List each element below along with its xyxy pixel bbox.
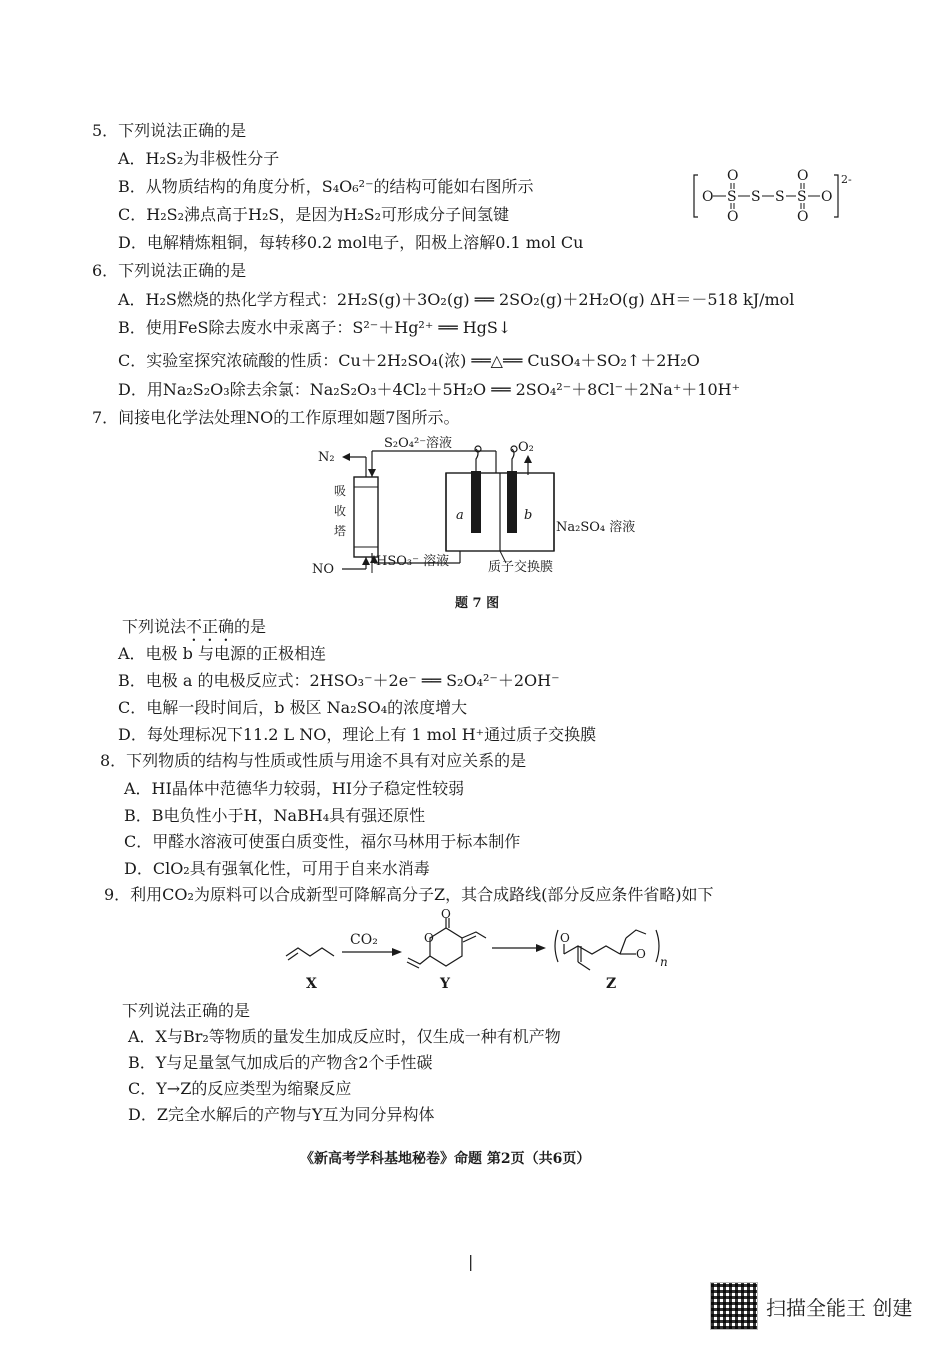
q8-option-c: C．甲醛水溶液可使蛋白质变性，福尔马林用于标本制作 — [124, 832, 521, 851]
q9-option-b: B．Y与足量氢气加成后的产物含2个手性碳 — [128, 1053, 433, 1072]
q5-option-d: D．电解精炼粗铜，每转移0.2 mol电子，阳极上溶解0.1 mol Cu — [118, 233, 584, 252]
q9-stem: 9．利用CO₂为原料可以合成新型可降解高分子Z，其合成路线(部分反应条件省略)如下 — [104, 885, 714, 904]
z-carbonyl-o: O — [560, 931, 570, 945]
q7-caption: 题 7 图 — [455, 596, 500, 611]
q9-option-d: D．Z完全水解后的产物与Y互为同分异构体 — [128, 1105, 435, 1124]
label-z: Z — [606, 976, 617, 992]
svg-text:O: O — [797, 209, 809, 225]
watermark-text: 扫描全能王 创建 — [766, 1295, 913, 1320]
svg-text:O: O — [727, 209, 739, 225]
svg-text:塔: 塔 — [334, 524, 347, 538]
label-na2so4: Na₂SO₄ 溶液 — [556, 520, 636, 535]
q9-synthesis-route — [280, 908, 680, 996]
q7-stem: 7．间接电化学法处理NO的工作原理如题7图所示。 — [92, 408, 460, 427]
q6-option-c: C．实验室探究浓硫酸的性质：Cu＋2H₂SO₄(浓) ══△══ CuSO₄＋SO₂↑＋2H₂O — [118, 351, 700, 370]
z-n: n — [660, 955, 668, 969]
q5-stem: 5．下列说法正确的是 — [92, 121, 247, 140]
q7-option-d: D．每处理标况下11.2 L NO，理论上有 1 mol H⁺通过质子交换膜 — [118, 725, 597, 744]
qr-code-icon — [710, 1282, 758, 1330]
q8-stem: 8．下列物质的结构与性质或性质与用途不具有对应关系的是 — [100, 751, 527, 770]
page-mark: | — [468, 1252, 474, 1271]
struct-charge: 2- — [841, 173, 852, 186]
reagent-co2: CO₂ — [350, 932, 378, 948]
y-ring-o: O — [424, 931, 434, 945]
q8-option-a: A．HI晶体中范德华力较弱，HI分子稳定性较弱 — [124, 779, 465, 798]
z-ether-o: O — [636, 947, 646, 961]
svg-text:S: S — [751, 189, 761, 205]
label-n2: N₂ — [318, 450, 335, 465]
struct-o-left: O — [702, 189, 714, 205]
svg-text:O: O — [821, 189, 833, 205]
label-hso3: HSO₃⁻ 溶液 — [376, 554, 450, 569]
label-x: X — [306, 976, 317, 992]
page-footer: 《新高考学科基地秘卷》命题 第2页（共6页） — [300, 1151, 591, 1167]
q6-option-d: D．用Na₂S₂O₃除去余氯：Na₂S₂O₃＋4Cl₂＋5H₂O ══ 2SO₄²⁻＋8Cl⁻＋2Na⁺＋10H⁺ — [118, 380, 741, 399]
svg-text:O: O — [797, 168, 809, 184]
electrode-b — [507, 471, 517, 533]
label-b: b — [524, 508, 533, 523]
q6-stem: 6．下列说法正确的是 — [92, 261, 247, 280]
label-y: Y — [440, 976, 450, 992]
q6-option-b: B．使用FeS除去废水中汞离子：S²⁻＋Hg²⁺ ══ HgS↓ — [118, 318, 512, 337]
svg-text:收: 收 — [334, 504, 347, 518]
svg-text:O: O — [727, 168, 739, 184]
q5-option-c: C．H₂S₂沸点高于H₂S，是因为H₂S₂可形成分子间氢键 — [118, 205, 510, 224]
svg-text:吸: 吸 — [334, 484, 347, 498]
svg-text:S: S — [727, 189, 737, 205]
label-no: NO — [312, 562, 335, 577]
label-o2: O₂ — [518, 440, 534, 455]
q9-question: 下列说法正确的是 — [122, 1001, 251, 1020]
scanner-watermark — [710, 1282, 912, 1330]
q7-option-a: A．电极 b 与电源的正极相连 — [118, 644, 326, 663]
svg-text:S: S — [775, 189, 785, 205]
label-s2o4: S₂O₄²⁻溶液 — [384, 436, 453, 451]
q8-option-b: B．B电负性小于H，NaBH₄具有强还原性 — [124, 806, 426, 825]
label-membrane: 质子交换膜 — [488, 560, 554, 575]
q7-cell — [310, 435, 650, 585]
q7-option-b: B．电极 a 的电极反应式：2HSO₃⁻＋2e⁻ ══ S₂O₄²⁻＋2OH⁻ — [118, 671, 560, 690]
q6-option-a: A．H₂S燃烧的热化学方程式：2H₂S(g)＋3O₂(g) ══ 2SO₂(g)＋2H₂O(g) ΔH＝－518 kJ/mol — [118, 290, 795, 309]
q5-option-a: A．H₂S₂为非极性分子 — [118, 149, 280, 168]
q8-option-d: D．ClO₂具有强氧化性，可用于自来水消毒 — [124, 859, 430, 878]
q9-option-a: A．X与Br₂等物质的量发生加成反应时，仅生成一种有机产物 — [128, 1027, 561, 1046]
q7-emphasis: 不正确 — [186, 617, 235, 636]
s4o6-structure — [690, 165, 860, 227]
q5-option-b: B．从物质结构的角度分析，S₄O₆²⁻的结构可能如右图所示 — [118, 177, 534, 196]
q7-option-c: C．电解一段时间后，b 极区 Na₂SO₄的浓度增大 — [118, 698, 468, 717]
electrode-a — [471, 471, 481, 533]
svg-text:S: S — [797, 189, 807, 205]
q7-question: 下列说法不正确的是 — [122, 617, 267, 636]
y-carbonyl-o: O — [441, 908, 451, 921]
label-a: a — [456, 508, 464, 523]
q9-option-c: C．Y→Z的反应类型为缩聚反应 — [128, 1079, 352, 1098]
